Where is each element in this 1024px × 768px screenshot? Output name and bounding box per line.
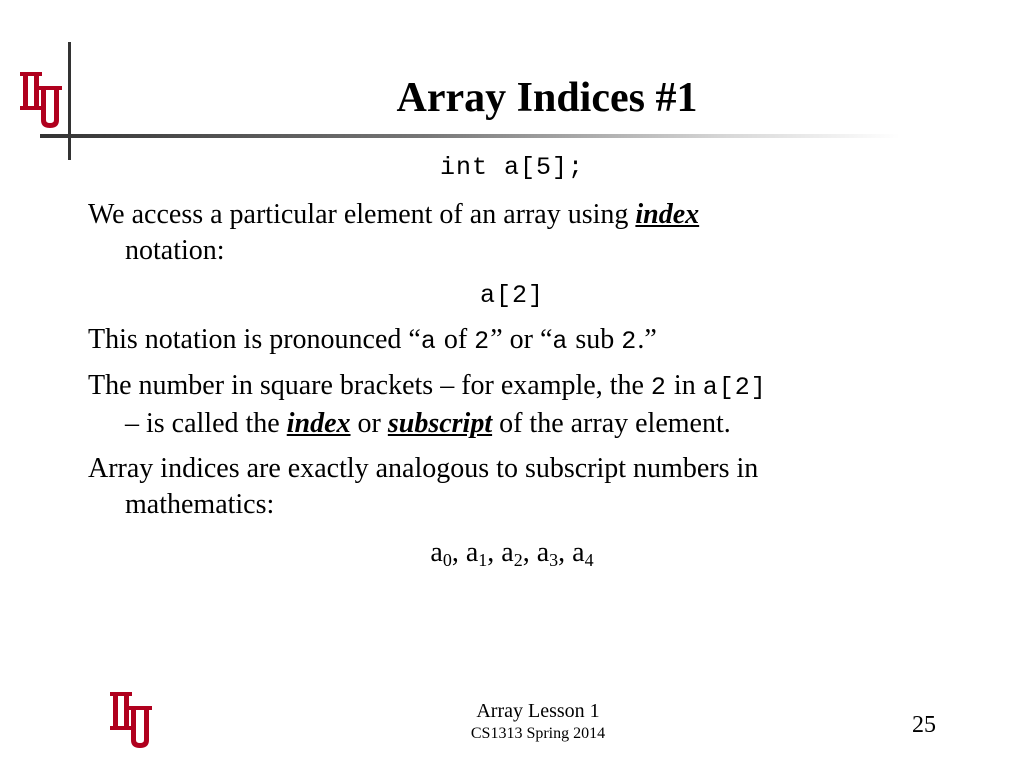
p2-code-2: 2 (474, 327, 491, 356)
math-term: $a_1$ (465, 537, 488, 570)
p3-code-2: a[2] (702, 373, 767, 402)
p2-code-3: a (552, 327, 569, 356)
paragraph-subscript-definition (88, 368, 968, 442)
p4-line1: Array indices are exactly analogous to subscript numbers in (88, 453, 759, 484)
math-subscript-sequence: $a_0$, $a_1$, $a_2$, $a_3$, $a_4$ (430, 537, 594, 570)
ou-logo-icon (18, 68, 64, 130)
p2-code-1: a (420, 327, 437, 356)
p3-line2 (88, 406, 968, 442)
keyword-index: index (635, 199, 700, 230)
math-term: $a_2$ (501, 537, 523, 570)
p3-text-5: of the array element. (492, 408, 731, 439)
p2-text-2: of (436, 324, 475, 355)
keyword-subscript: subscript (387, 408, 493, 439)
p1-text: We access a particular element of an array using (88, 199, 636, 230)
p2-text-3: ” or “ (490, 324, 553, 355)
p3-text-3: – is called the (125, 408, 287, 439)
example-code: a[2] (479, 281, 544, 310)
footer-lesson-title: Array Lesson 1 (476, 700, 600, 722)
math-term: $a_4$ (572, 537, 594, 570)
slide-title: Array Indices #1 (396, 75, 698, 121)
p3-text-1: The number in square brackets – for example, the (88, 370, 651, 401)
p2-code-4: 2 (621, 327, 638, 356)
math-term: $a_0$ (430, 537, 452, 570)
p4-line2: mathematics: (125, 489, 275, 520)
footer-course: CS1313 Spring 2014 (470, 725, 606, 742)
p3-text-2: in (666, 370, 703, 401)
page-number: 25 (912, 712, 936, 738)
p2-text-5: .” (637, 324, 657, 355)
math-term: $a_3$ (536, 537, 559, 570)
p1-line2: notation: (125, 235, 225, 266)
p2-text-1: This notation is pronounced “ (88, 324, 421, 355)
keyword-index-2: index (286, 408, 351, 439)
header-horizontal-rule (40, 134, 900, 138)
p3-text-4: or (350, 408, 388, 439)
paragraph-pronunciation (88, 322, 968, 360)
p2-text-4: sub (568, 324, 622, 355)
paragraph-math-analogy (88, 451, 968, 523)
array-declaration: int a[5]; (439, 153, 585, 182)
paragraph-index-notation (88, 197, 968, 269)
p3-code-1: 2 (650, 373, 667, 402)
